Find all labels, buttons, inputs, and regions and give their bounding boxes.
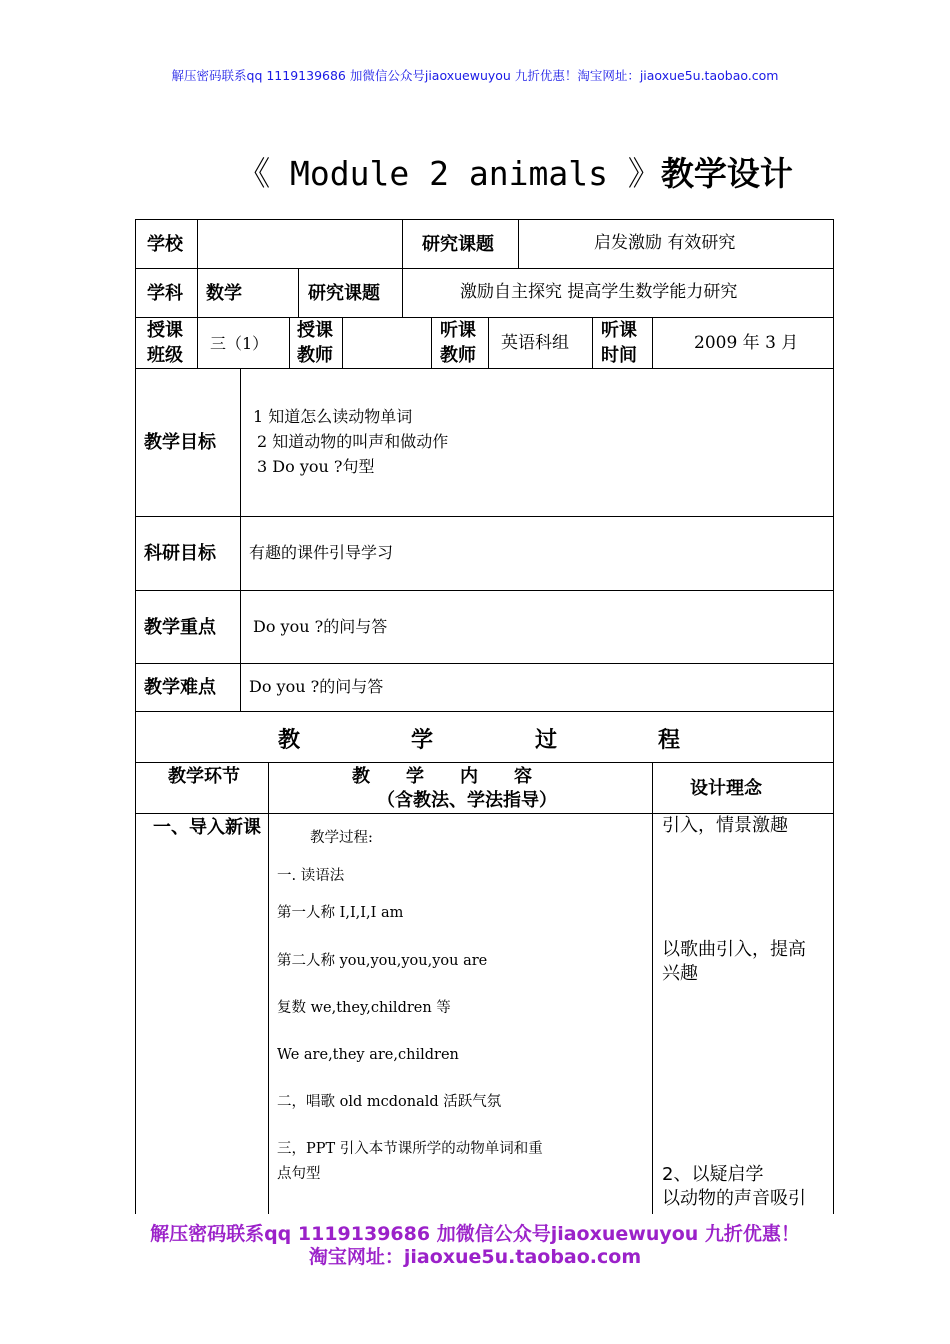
title-suffix: 教学设计 — [660, 154, 793, 193]
row-divider — [135, 317, 834, 318]
row-divider — [135, 711, 834, 712]
col-divider — [592, 317, 593, 368]
idea-question: 2、以疑启学 — [662, 1164, 764, 1185]
teacher-label-line: 授课 — [297, 320, 333, 341]
listen-time-value: 2009 年 3 月 — [694, 333, 799, 353]
col-stage-header: 教学环节 — [168, 766, 240, 787]
process-heading-char: 学 — [411, 728, 434, 753]
listen-teacher-label-line: 教师 — [440, 345, 476, 366]
teaching-goal-label: 教学目标 — [144, 432, 216, 453]
col-divider — [197, 219, 198, 268]
teacher-label-line: 教师 — [297, 345, 333, 366]
col-divider — [268, 762, 269, 1214]
subject-label: 学科 — [147, 283, 183, 304]
school-label: 学校 — [147, 234, 183, 255]
class-label — [147, 318, 183, 368]
content-line: 教学过程: — [310, 830, 373, 846]
col-divider — [518, 219, 519, 268]
col-divider — [652, 317, 653, 368]
key-point-label: 教学重点 — [144, 617, 216, 638]
row-divider — [135, 762, 834, 763]
col-divider — [240, 368, 241, 711]
class-value: 三（1） — [210, 334, 269, 353]
topic-value-2: 激励自主探究 提高学生数学能力研究 — [460, 282, 738, 302]
col-idea-header: 设计理念 — [690, 778, 762, 799]
col-content-header: 教 学 内 容 — [352, 766, 532, 787]
difficulty-value: Do you ?的问与答 — [249, 677, 384, 696]
difficulty-label: 教学难点 — [144, 677, 216, 698]
footer-line-2: 淘宝网址：jiaoxue5u.taobao.com — [308, 1246, 642, 1268]
teacher-label — [297, 318, 333, 368]
listen-time-label — [601, 318, 637, 368]
page-title — [0, 148, 950, 195]
listen-time-label-line: 时间 — [601, 345, 637, 366]
col-divider — [431, 317, 432, 368]
col-content-subheader: （含教法、学法指导） — [377, 790, 557, 811]
topic-label-2: 研究课题 — [308, 283, 380, 304]
col-divider — [197, 317, 198, 368]
idea-sound: 以动物的声音吸引 — [662, 1188, 806, 1209]
research-goal-value: 有趣的课件引导学习 — [249, 543, 394, 562]
listen-time-label-line: 听课 — [601, 320, 637, 341]
row-divider — [135, 268, 834, 269]
col-divider — [402, 219, 403, 268]
teaching-goal-line: 2 知道动物的叫声和做动作 — [257, 432, 449, 451]
col-divider — [652, 762, 653, 1214]
footer-line-1: 解压密码联系qq 1119139686 加微信公众号jiaoxuewuyou 九折优惠！ — [150, 1223, 800, 1245]
content-line: 一. 读语法 — [277, 868, 345, 884]
content-line: 第一人称 I,I,I,I am — [277, 905, 404, 921]
process-heading-char: 程 — [658, 728, 681, 753]
col-divider — [197, 268, 198, 317]
class-label-line: 授课 — [147, 320, 183, 341]
idea-song: 以歌曲引入，提高兴趣 — [662, 939, 806, 984]
col-divider — [289, 317, 290, 368]
content-line: 三，PPT 引入本节课所学的动物单词和重 — [277, 1141, 543, 1157]
listen-teacher-label-line: 听课 — [440, 320, 476, 341]
content-line: We are,they are,children — [277, 1047, 459, 1063]
topic-value-1: 启发激励 有效研究 — [594, 233, 736, 253]
process-heading-char: 教 — [278, 728, 301, 753]
col-divider — [488, 317, 489, 368]
title-module: 《 Module 2 animals 》 — [237, 154, 661, 193]
col-divider — [298, 268, 299, 317]
topic-label-1: 研究课题 — [422, 234, 494, 255]
idea-intro: 引入，情景激趣 — [662, 815, 788, 836]
teaching-goal-line: 3 Do you ?句型 — [257, 457, 375, 476]
content-line: 点句型 — [277, 1166, 321, 1182]
listen-teacher-value: 英语科组 — [501, 333, 569, 353]
header-banner: 解压密码联系qq 1119139686 加微信公众号jiaoxuewuyou 九折优惠！淘宝网址：jiaoxue5u.taobao.com — [171, 68, 779, 83]
content-line: 复数 we,they,children 等 — [277, 1000, 451, 1016]
process-heading-char: 过 — [535, 728, 558, 753]
stage-intro: 一、导入新课 — [153, 817, 261, 838]
teaching-goal-line: 1 知道怎么读动物单词 — [253, 407, 413, 426]
subject-value: 数学 — [206, 283, 242, 304]
content-line: 二，唱歌 old mcdonald 活跃气氛 — [277, 1094, 502, 1110]
content-line: 第二人称 you,you,you,you are — [277, 953, 488, 969]
class-label-line: 班级 — [147, 345, 183, 366]
col-divider — [402, 268, 403, 317]
listen-teacher-label — [440, 318, 476, 368]
col-divider — [342, 317, 343, 368]
key-point-value: Do you ?的问与答 — [253, 617, 388, 636]
research-goal-label: 科研目标 — [144, 543, 216, 564]
